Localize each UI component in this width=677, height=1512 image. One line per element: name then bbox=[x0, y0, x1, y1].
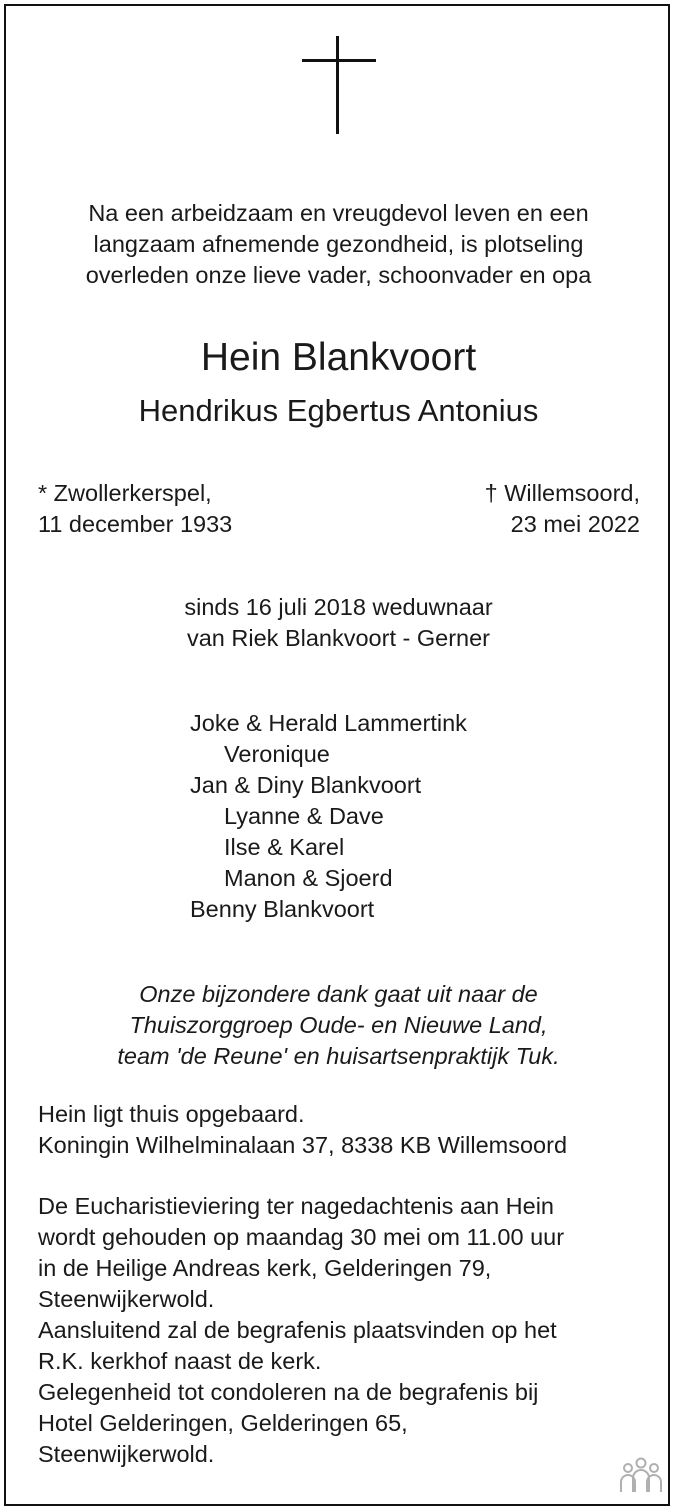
laid-out-line: Hein ligt thuis opgebaard. bbox=[38, 1101, 305, 1127]
intro-line: langzaam afnemende gezondheid, is plotseling bbox=[93, 231, 584, 257]
service-text bbox=[38, 1191, 564, 1470]
service-line: Steenwijkerwold. bbox=[38, 1286, 215, 1312]
birth-info bbox=[38, 478, 232, 540]
service-line: R.K. kerkhof naast de kerk. bbox=[38, 1348, 322, 1374]
birth-place: * Zwollerkerspel, bbox=[38, 480, 212, 506]
service-line: Aansluitend zal de begrafenis plaatsvinden op het bbox=[38, 1317, 557, 1343]
family-member: Manon & Sjoerd bbox=[224, 865, 393, 891]
death-date: 23 mei 2022 bbox=[510, 511, 640, 537]
family-member: Ilse & Karel bbox=[224, 834, 345, 860]
intro-line: Na een arbeidzaam en vreugdevol leven en een bbox=[88, 200, 589, 226]
death-info bbox=[485, 478, 640, 540]
people-logo-icon bbox=[618, 1456, 664, 1498]
service-line: Hotel Gelderingen, Gelderingen 65, bbox=[38, 1410, 408, 1436]
deceased-name: Hein Blankvoort bbox=[200, 336, 477, 379]
deceased-full-name: Hendrikus Egbertus Antonius bbox=[138, 393, 539, 428]
thanks-text bbox=[20, 979, 657, 1072]
family-member: Jan & Diny Blankvoort bbox=[190, 772, 422, 798]
laid-out-text bbox=[38, 1099, 567, 1161]
thanks-line: Thuiszorggroep Oude- en Nieuwe Land, bbox=[129, 1012, 548, 1038]
thanks-line: Onze bijzondere dank gaat uit naar de bbox=[139, 981, 538, 1007]
family-member: Benny Blankvoort bbox=[190, 896, 375, 922]
service-line: De Eucharistieviering ter nagedachtenis aan Hein bbox=[38, 1193, 555, 1219]
cross-icon bbox=[302, 36, 376, 136]
widower-text bbox=[20, 592, 657, 654]
family-member: Veronique bbox=[224, 741, 330, 767]
thanks-line: team 'de Reune' en huisartsenpraktijk Tuk. bbox=[117, 1043, 560, 1069]
service-line: in de Heilige Andreas kerk, Gelderingen 79, bbox=[38, 1255, 492, 1281]
death-place: † Willemsoord, bbox=[484, 480, 640, 506]
service-line: Steenwijkerwold. bbox=[38, 1441, 215, 1467]
family-member: Joke & Herald Lammertink bbox=[190, 710, 467, 736]
family-member: Lyanne & Dave bbox=[224, 803, 384, 829]
intro-line: overleden onze lieve vader, schoonvader en opa bbox=[85, 262, 592, 288]
service-line: wordt gehouden op maandag 30 mei om 11.00 uur bbox=[38, 1224, 565, 1250]
widower-line: van Riek Blankvoort - Gerner bbox=[186, 625, 490, 651]
service-line: Gelegenheid tot condoleren na de begrafenis bij bbox=[38, 1379, 539, 1405]
intro-text bbox=[20, 198, 657, 291]
family-list bbox=[190, 708, 467, 925]
widower-line: sinds 16 juli 2018 weduwnaar bbox=[184, 594, 493, 620]
birth-date: 11 december 1933 bbox=[38, 511, 233, 537]
laid-out-line: Koningin Wilhelminalaan 37, 8338 KB Willemsoord bbox=[38, 1132, 568, 1158]
